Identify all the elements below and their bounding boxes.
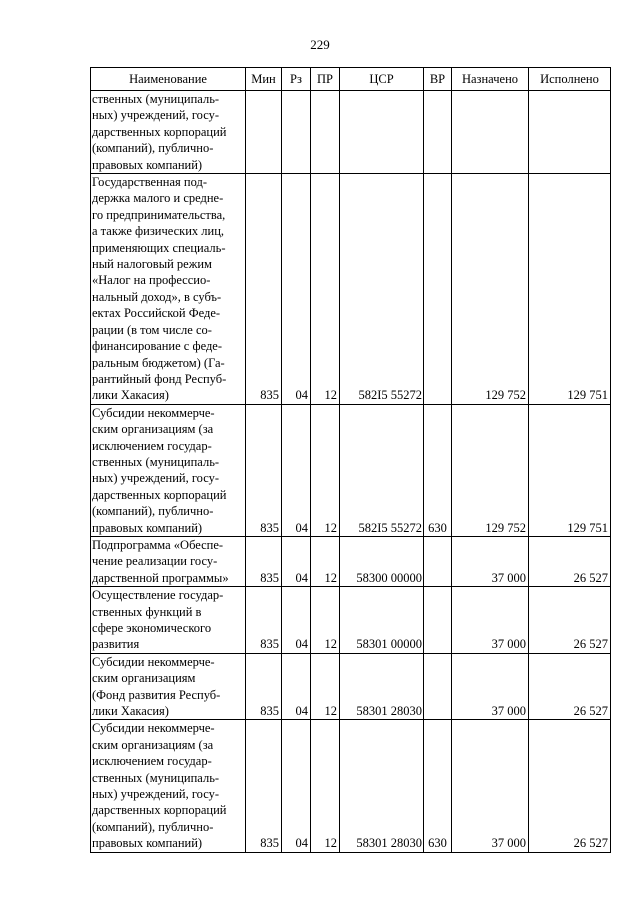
row-name-line: правовых компаний) <box>92 157 203 172</box>
row-pr: 12 <box>311 653 340 720</box>
row-name-line: го предпринимательства, <box>92 207 226 222</box>
row-name <box>91 720 246 852</box>
row-name-line: правовых компаний) <box>92 836 203 851</box>
row-min: 835 <box>246 587 282 654</box>
header-rz: Рз <box>282 68 311 91</box>
row-assigned <box>452 91 529 174</box>
row-pr <box>311 91 340 174</box>
row-csr: 58300 00000 <box>340 536 424 586</box>
row-name-line: исключением государ- <box>92 438 212 453</box>
row-name <box>91 404 246 536</box>
table-row <box>91 720 611 852</box>
row-name-line: (компаний), публично- <box>92 819 214 834</box>
row-name-line: сфере экономического <box>92 621 212 635</box>
row-min: 835 <box>246 536 282 586</box>
table-row <box>91 404 611 536</box>
row-name-line: применяющих специаль- <box>92 240 226 255</box>
table-row <box>91 653 611 720</box>
row-name-line: (Фонд развития Респуб- <box>92 687 221 702</box>
row-name-line: лики Хакасия) <box>92 388 169 403</box>
row-name-line: дарственных корпораций <box>92 124 227 139</box>
header-csr: ЦСР <box>340 68 424 91</box>
row-name <box>91 587 246 654</box>
row-name <box>91 174 246 405</box>
row-executed: 129 751 <box>529 174 611 405</box>
row-name-line: исключением государ- <box>92 754 212 769</box>
row-name-line: ральным бюджетом) (Га- <box>92 355 225 370</box>
row-name-line: нальный доход», в субъ- <box>92 289 222 304</box>
row-executed: 129 751 <box>529 404 611 536</box>
row-name-line: «Налог на профессио- <box>92 273 211 288</box>
header-vr: ВР <box>424 68 452 91</box>
row-pr: 12 <box>311 174 340 405</box>
row-pr: 12 <box>311 720 340 852</box>
row-name <box>91 91 246 174</box>
row-name-line: Осуществление государ- <box>92 588 224 603</box>
row-assigned: 129 752 <box>452 174 529 405</box>
header-executed: Исполнено <box>529 68 611 91</box>
row-name-line: ный налоговый режим <box>92 257 212 272</box>
row-executed: 26 527 <box>529 653 611 720</box>
row-name-line: дарственных корпораций <box>92 803 227 818</box>
row-assigned: 37 000 <box>452 587 529 654</box>
row-vr: 630 <box>424 404 452 536</box>
row-rz: 04 <box>282 536 311 586</box>
row-name-line: ных) учреждений, госу- <box>92 108 219 123</box>
row-name-line: ных) учреждений, госу- <box>92 471 219 486</box>
table-row <box>91 536 611 586</box>
row-rz: 04 <box>282 587 311 654</box>
table-row <box>91 587 611 654</box>
row-rz: 04 <box>282 653 311 720</box>
row-min: 835 <box>246 720 282 852</box>
header-assigned: Назначено <box>452 68 529 91</box>
row-vr: 630 <box>424 720 452 852</box>
row-name-line: рантийный фонд Респуб- <box>92 371 227 386</box>
table-body <box>91 91 611 853</box>
row-csr: 58301 28030 <box>340 720 424 852</box>
row-name-line: развития <box>92 637 140 652</box>
row-name-line: ственных (муниципаль- <box>92 92 220 106</box>
row-vr <box>424 91 452 174</box>
row-name-line: ским организациям (за <box>92 422 214 437</box>
row-name-line: чение реализации госу- <box>92 554 218 569</box>
row-csr: 582I5 55272 <box>340 404 424 536</box>
row-assigned: 37 000 <box>452 720 529 852</box>
row-rz: 04 <box>282 720 311 852</box>
row-csr: 58301 00000 <box>340 587 424 654</box>
row-name-line: (компаний), публично- <box>92 504 214 519</box>
row-name-line: финансирование с феде- <box>92 339 223 354</box>
row-name-line: ственных функций в <box>92 604 202 619</box>
row-vr <box>424 174 452 405</box>
row-pr: 12 <box>311 404 340 536</box>
row-name-line: дарственной программы» <box>92 570 229 585</box>
row-csr: 58301 28030 <box>340 653 424 720</box>
row-name-line: правовых компаний) <box>92 520 203 535</box>
row-name-line: а также физических лиц, <box>92 224 225 239</box>
row-csr: 582I5 55272 <box>340 174 424 405</box>
row-name-line: ных) учреждений, госу- <box>92 787 219 802</box>
row-assigned: 37 000 <box>452 653 529 720</box>
row-pr: 12 <box>311 536 340 586</box>
row-executed <box>529 91 611 174</box>
row-rz: 04 <box>282 404 311 536</box>
row-executed: 26 527 <box>529 587 611 654</box>
row-executed: 26 527 <box>529 536 611 586</box>
row-name-line: дарственных корпораций <box>92 487 227 502</box>
row-name <box>91 536 246 586</box>
budget-table <box>90 67 611 853</box>
row-name-line: Субсидии некоммерче- <box>92 654 215 669</box>
row-name-line: рации (в том числе со- <box>92 322 212 337</box>
row-name-line: ским организациям <box>92 671 196 686</box>
header-name: Наименование <box>91 68 246 91</box>
row-name-line: ектах Российской Феде- <box>92 306 221 321</box>
row-csr <box>340 91 424 174</box>
header-min: Мин <box>246 68 282 91</box>
table-row <box>91 91 611 174</box>
row-name-line: (компаний), публично- <box>92 141 214 156</box>
row-min: 835 <box>246 174 282 405</box>
row-name-line: держка малого и средне- <box>92 191 224 206</box>
row-name-line: Подпрограмма «Обеспе- <box>92 537 224 552</box>
row-assigned: 37 000 <box>452 536 529 586</box>
row-name-line: Государственная под- <box>92 175 207 190</box>
header-pr: ПР <box>311 68 340 91</box>
row-rz: 04 <box>282 174 311 405</box>
row-name-line: Субсидии некоммерче- <box>92 721 215 736</box>
row-name-line: ским организациям (за <box>92 737 214 752</box>
row-vr <box>424 536 452 586</box>
table-header-row <box>91 68 611 91</box>
row-min: 835 <box>246 653 282 720</box>
row-name <box>91 653 246 720</box>
row-executed: 26 527 <box>529 720 611 852</box>
row-name-line: Субсидии некоммерче- <box>92 405 215 420</box>
row-vr <box>424 587 452 654</box>
row-name-line: ственных (муниципаль- <box>92 454 220 469</box>
row-name-line: лики Хакасия) <box>92 704 169 719</box>
row-pr: 12 <box>311 587 340 654</box>
row-name-line: ственных (муниципаль- <box>92 770 220 785</box>
row-vr <box>424 653 452 720</box>
row-rz <box>282 91 311 174</box>
row-min <box>246 91 282 174</box>
table-row <box>91 174 611 405</box>
row-assigned: 129 752 <box>452 404 529 536</box>
row-min: 835 <box>246 404 282 536</box>
page-number: 229 <box>310 37 330 52</box>
